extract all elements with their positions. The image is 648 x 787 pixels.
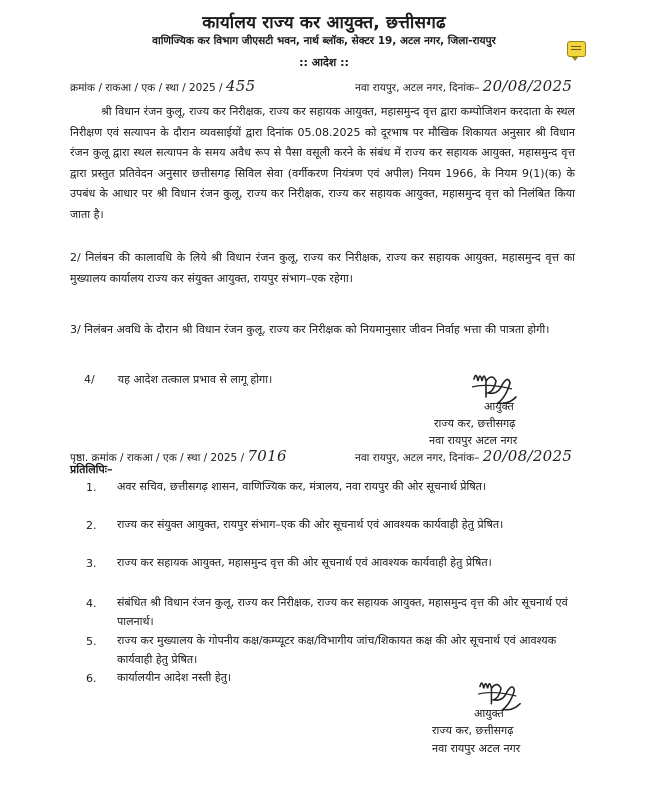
signature-office: राज्य कर, छत्तीसगढ़ <box>434 417 516 430</box>
signature-place: नवा रायपुर अटल नगर <box>432 742 521 755</box>
list-item: राज्य कर मुख्यालय के गोपनीय कक्ष/कम्प्यूटर कक्ष/विभागीय जांच/शिकायत कक्ष की ओर सूचनार्थ एवं आवश्यक कार्यवाही हेतु प्रेषित। <box>117 634 557 666</box>
list-item-number: 3. <box>86 557 97 570</box>
order-number-line <box>70 77 255 95</box>
endorsement-date-handwritten: 20/08/2025 <box>482 447 573 465</box>
order-date-line <box>355 77 572 95</box>
paragraph-text: 3/ निलंबन अवधि के दौरान श्री विधान रंजन कुलू, राज्य कर निरीक्षक को नियमानुसार जीवन निर्वाह भत्ता की पात्रता होगी। <box>70 323 550 336</box>
list-item-number: 2. <box>86 519 97 532</box>
order-number-handwritten: 455 <box>225 77 256 95</box>
list-item-number: 5. <box>86 635 97 648</box>
office-address: वाणिज्यिक कर विभाग जीएसटी भवन, नार्थ ब्लॉक, सेक्टर 19, अटल नगर, जिला-रायपुर <box>152 35 496 47</box>
list-item: अवर सचिव, छत्तीसगढ़ शासन, वाणिज्यिक कर, मंत्रालय, नवा रायपुर की ओर सूचनार्थ प्रेषित। <box>117 480 487 493</box>
signature-place: नवा रायपुर अटल नगर <box>429 434 518 447</box>
office-title: कार्यालय राज्य कर आयुक्त, छत्तीसगढ <box>202 13 446 33</box>
paragraph-text: श्री विधान रंजन कुलू, राज्य कर निरीक्षक, राज्य कर सहायक आयुक्त, महासमुन्द वृत्त द्वारा कम्पोजिशन करदाता के स्थल निरीक्षण एवं सत्यापन के दौरान व्यवसाईयों द्वारा दिनांक 05.08.2025 को दूरभाष पर मौखिक शिकायत अनुसार श्री विधान रंजन कुलू द्वारा स्थल सत्यापन के समय अवैध रूप से पैसा वसूली करने के संबंध में राज्य कर सहायक आयुक्त, महासमुन्द वृत्त द्वारा प्रस्तुत प्रतिवेदन अनुसार छत्तीसगढ़ सिविल सेवा (वर्गीकरण नियंत्रण एवं अपील) नियम 1966, के नियम 9(1)(क) के उपबंध के आधार पर श्री विधान रंजन कुलू, राज्य कर निरीक्षक, राज्य कर सहायक आयुक्त, महासमुन्द वृत्त को निलंबित किया जाता है। <box>70 105 575 221</box>
order-paragraph-3 <box>70 320 575 341</box>
signature-designation: आयुक्त <box>474 707 504 720</box>
signature-office: राज्य कर, छत्तीसगढ़ <box>432 724 514 737</box>
endorsement-number-prefix: पृष्ठा. क्रमांक / राकआ / एक / स्था / 2025 / <box>70 452 245 464</box>
order-paragraph-1 <box>70 102 575 225</box>
paragraph-text: 2/ निलंबन की कालावधि के लिये श्री विधान रंजन कुलू, राज्य कर निरीक्षक, राज्य कर सहायक आयुक्त, महासमुन्द वृत्त का मुख्यालय कार्यालय राज्य कर संयुक्त आयुक्त, रायपुर संभाग–एक रहेगा। <box>70 251 575 285</box>
order-date-handwritten: 20/08/2025 <box>482 77 573 95</box>
list-item: संबंधित श्री विधान रंजन कुलू, राज्य कर निरीक्षक, राज्य कर सहायक आयुक्त, महासमुन्द वृत्त की ओर सूचनार्थ एवं पालनार्थ। <box>117 596 568 628</box>
list-item: कार्यालयीन आदेश नस्ती हेतु। <box>117 671 232 684</box>
paragraph-text: यह आदेश तत्काल प्रभाव से लागू होगा। <box>117 373 273 386</box>
list-item-number: 6. <box>86 672 97 685</box>
copy-to-heading: प्रतिलिपिः– <box>70 463 113 476</box>
list-item-number: 4. <box>86 597 97 610</box>
endorsement-date-prefix: नवा रायपुर, अटल नगर, दिनांक– <box>355 452 480 464</box>
endorsement-date-line <box>355 447 572 465</box>
order-heading: :: आदेश :: <box>299 56 349 69</box>
paragraph-number: 4/ <box>84 373 95 386</box>
list-item-number: 1. <box>86 481 97 494</box>
order-paragraph-2 <box>70 248 575 289</box>
list-item: राज्य कर संयुक्त आयुक्त, रायपुर संभाग–एक की ओर सूचनार्थ एवं आवश्यक कार्यवाही हेतु प्रेषित। <box>117 518 504 531</box>
list-item: राज्य कर सहायक आयुक्त, महासमुन्द वृत्त की ओर सूचनार्थ एवं आवश्यक कार्यवाही हेतु प्रेषित। <box>117 556 492 569</box>
signature-designation: आयुक्त <box>484 400 514 413</box>
endorsement-number-handwritten: 7016 <box>247 447 287 465</box>
order-number-prefix: क्रमांक / राकआ / एक / स्था / 2025 / <box>70 82 223 94</box>
order-paragraph-4 <box>84 372 272 387</box>
order-date-prefix: नवा रायपुर, अटल नगर, दिनांक– <box>355 82 480 94</box>
